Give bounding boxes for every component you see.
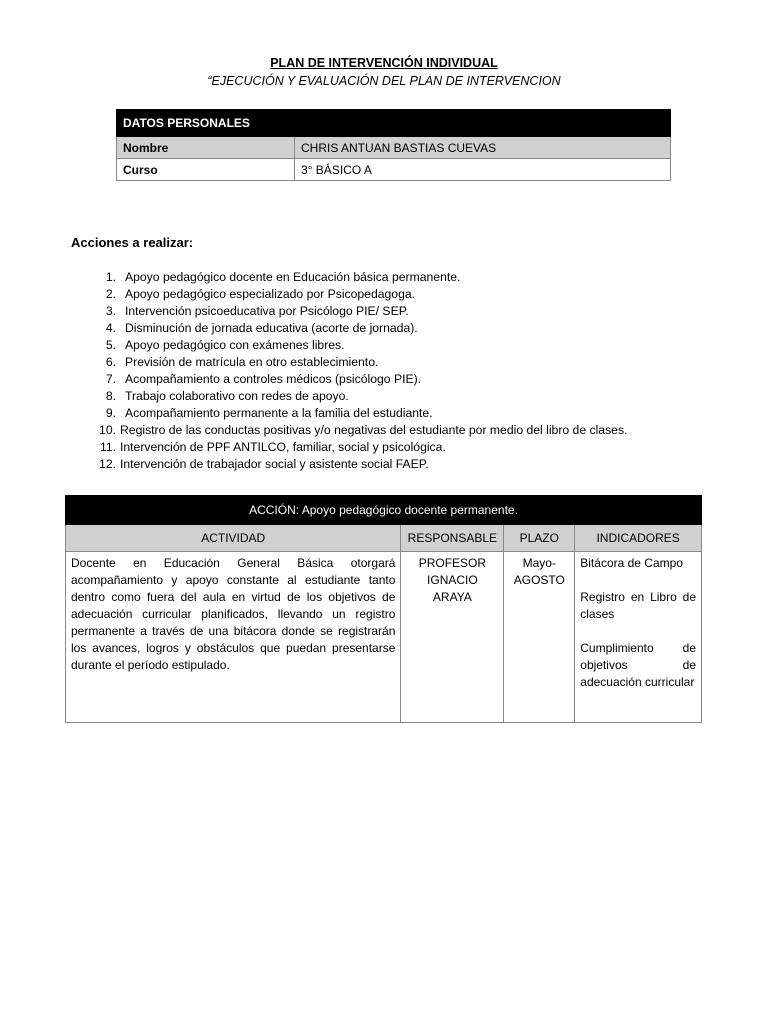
list-text: Acompañamiento permanente a la familia del estudiante. xyxy=(125,406,433,420)
list-item xyxy=(90,456,730,473)
personal-data-header: DATOS PERSONALES xyxy=(117,110,671,137)
list-text: Intervención de PPF ANTILCO, familiar, social y psicológica. xyxy=(120,440,446,454)
responsable-cell: PROFESOR IGNACIO ARAYA xyxy=(401,552,504,723)
list-item xyxy=(90,439,730,456)
actividad-cell: Docente en Educación General Básica otorgará acompañamiento y apoyo constante al estudiante tanto dentro como fuera del aula en virtud de los objetivos de adecuación curricular planificados, llevando un registro permanente a través de una bitácora donde se registrarán los avances, logros y obstáculos que puedan presentarse durante el período estipulado. xyxy=(66,552,401,723)
list-item xyxy=(90,422,730,439)
course-value: 3° BÁSICO A xyxy=(295,159,671,181)
list-text: Intervención psicoeducativa por Psicólogo PIE/ SEP. xyxy=(125,304,409,318)
list-text: Intervención de trabajador social y asistente social FAEP. xyxy=(120,457,429,471)
indicator-item: Bitácora de Campo xyxy=(580,556,683,570)
list-text: Trabajo colaborativo con redes de apoyo. xyxy=(125,389,349,403)
table-row xyxy=(117,137,671,159)
actions-list xyxy=(90,269,730,473)
list-number: 11. xyxy=(99,440,116,454)
list-item xyxy=(90,354,730,371)
table-row xyxy=(117,159,671,181)
list-number: 12. xyxy=(99,457,116,471)
name-label: Nombre xyxy=(117,137,295,159)
list-number: 7. xyxy=(105,372,116,386)
list-item xyxy=(90,388,730,405)
actions-heading: Acciones a realizar: xyxy=(71,235,194,250)
column-header-responsable: RESPONSABLE xyxy=(401,525,504,552)
plazo-cell: Mayo-AGOSTO xyxy=(504,552,575,723)
list-number: 1. xyxy=(105,270,116,284)
list-number: 9. xyxy=(105,406,116,420)
list-item xyxy=(90,286,730,303)
indicadores-cell xyxy=(575,552,702,723)
name-value: CHRIS ANTUAN BASTIAS CUEVAS xyxy=(295,137,671,159)
list-text: Apoyo pedagógico docente en Educación básica permanente. xyxy=(125,270,461,284)
list-text: Apoyo pedagógico especializado por Psicopedagoga. xyxy=(125,287,416,301)
document-title: PLAN DE INTERVENCIÓN INDIVIDUAL xyxy=(270,56,498,70)
list-number: 6. xyxy=(105,355,116,369)
column-header-indicadores: INDICADORES xyxy=(575,525,702,552)
indicator-item: Registro en Libro de clases xyxy=(580,590,696,621)
list-item xyxy=(90,337,730,354)
indicator-item: Cumplimiento de objetivos de adecuación curricular xyxy=(580,641,696,689)
action-title: ACCIÓN: Apoyo pedagógico docente permanente. xyxy=(66,496,702,525)
column-header-plazo: PLAZO xyxy=(504,525,575,552)
list-number: 2. xyxy=(105,287,116,301)
list-number: 3. xyxy=(105,304,116,318)
list-number: 4. xyxy=(105,321,116,335)
personal-data-table xyxy=(116,109,671,181)
list-text: Previsión de matrícula en otro establecimiento. xyxy=(125,355,379,369)
list-number: 8. xyxy=(105,389,116,403)
list-number: 10. xyxy=(99,423,116,437)
action-table xyxy=(65,495,702,723)
document-subtitle: “EJECUCIÓN Y EVALUACIÓN DEL PLAN DE INTERVENCION xyxy=(207,74,561,88)
list-item xyxy=(90,320,730,337)
list-text: Registro de las conductas positivas y/o negativas del estudiante por medio del libro de clases. xyxy=(120,423,628,437)
list-item xyxy=(90,303,730,320)
list-text: Disminución de jornada educativa (acorte de jornada). xyxy=(125,321,418,335)
list-item xyxy=(90,269,730,286)
list-text: Apoyo pedagógico con exámenes libres. xyxy=(125,338,345,352)
column-header-actividad: ACTIVIDAD xyxy=(66,525,401,552)
list-text: Acompañamiento a controles médicos (psicólogo PIE). xyxy=(125,372,422,386)
course-label: Curso xyxy=(117,159,295,181)
table-row xyxy=(66,552,702,723)
list-number: 5. xyxy=(105,338,116,352)
list-item xyxy=(90,371,730,388)
list-item xyxy=(90,405,730,422)
